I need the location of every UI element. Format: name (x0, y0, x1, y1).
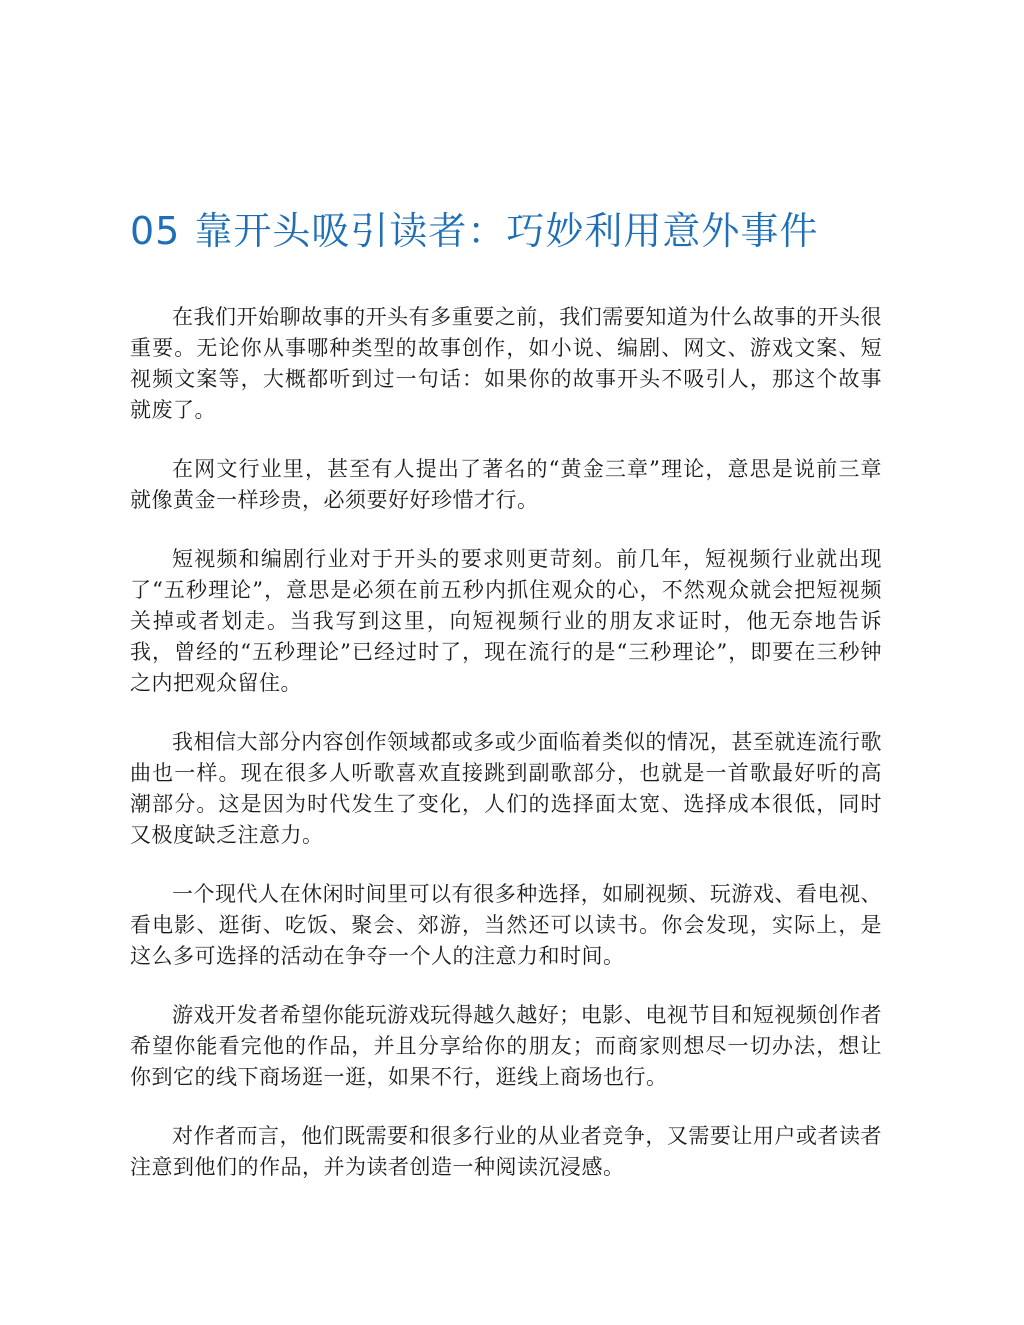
paragraph: 在网文行业里，甚至有人提出了著名的“黄金三章”理论，意思是说前三章就像黄金一样珍贵，必须要好好珍惜才行。 (130, 457, 882, 512)
paragraph: 我相信大部分内容创作领域都或多或少面临着类似的情况，甚至就连流行歌曲也一样。现在很多人听歌喜欢直接跳到副歌部分，也就是一首歌最好听的高潮部分。这是因为时代发生了变化，人们的选择面太宽、选择成本很低，同时又极度缺乏注意力。 (130, 730, 882, 847)
body-text (130, 302, 882, 1211)
paragraph: 对作者而言，他们既需要和很多行业的从业者竞争，又需要让用户或者读者注意到他们的作品，并为读者创造一种阅读沉浸感。 (130, 1124, 882, 1179)
paragraph: 在我们开始聊故事的开头有多重要之前，我们需要知道为什么故事的开头很重要。无论你从事哪种类型的故事创作，如小说、编剧、网文、游戏文案、短视频文案等，大概都听到过一句话：如果你的故事开头不吸引人，那这个故事就废了。 (130, 305, 882, 422)
paragraph: 短视频和编剧行业对于开头的要求则更苛刻。前几年，短视频行业就出现了“五秒理论”，意思是必须在前五秒内抓住观众的心，不然观众就会把短视频关掉或者划走。当我写到这里，向短视频行业的朋友求证时，他无奈地告诉我，曾经的“五秒理论”已经过时了，现在流行的是“三秒理论”，即要在三秒钟之内把观众留住。 (130, 547, 882, 695)
chapter-title (130, 205, 910, 257)
chapter-title-text: 靠开头吸引读者：巧妙利用意外事件 (194, 209, 819, 253)
paragraph: 一个现代人在休闲时间里可以有很多种选择，如刷视频、玩游戏、看电视、看电影、逛街、吃饭、聚会、郊游，当然还可以读书。你会发现，实际上，是这么多可选择的活动在争夺一个人的注意力和时间。 (130, 882, 882, 968)
paragraph: 游戏开发者希望你能玩游戏玩得越久越好；电影、电视节目和短视频创作者希望你能看完他的作品，并且分享给你的朋友；而商家则想尽一切办法，想让你到它的线下商场逛一逛，如果不行，逛线上商场也行。 (130, 1003, 882, 1089)
chapter-number: 05 (130, 209, 181, 253)
